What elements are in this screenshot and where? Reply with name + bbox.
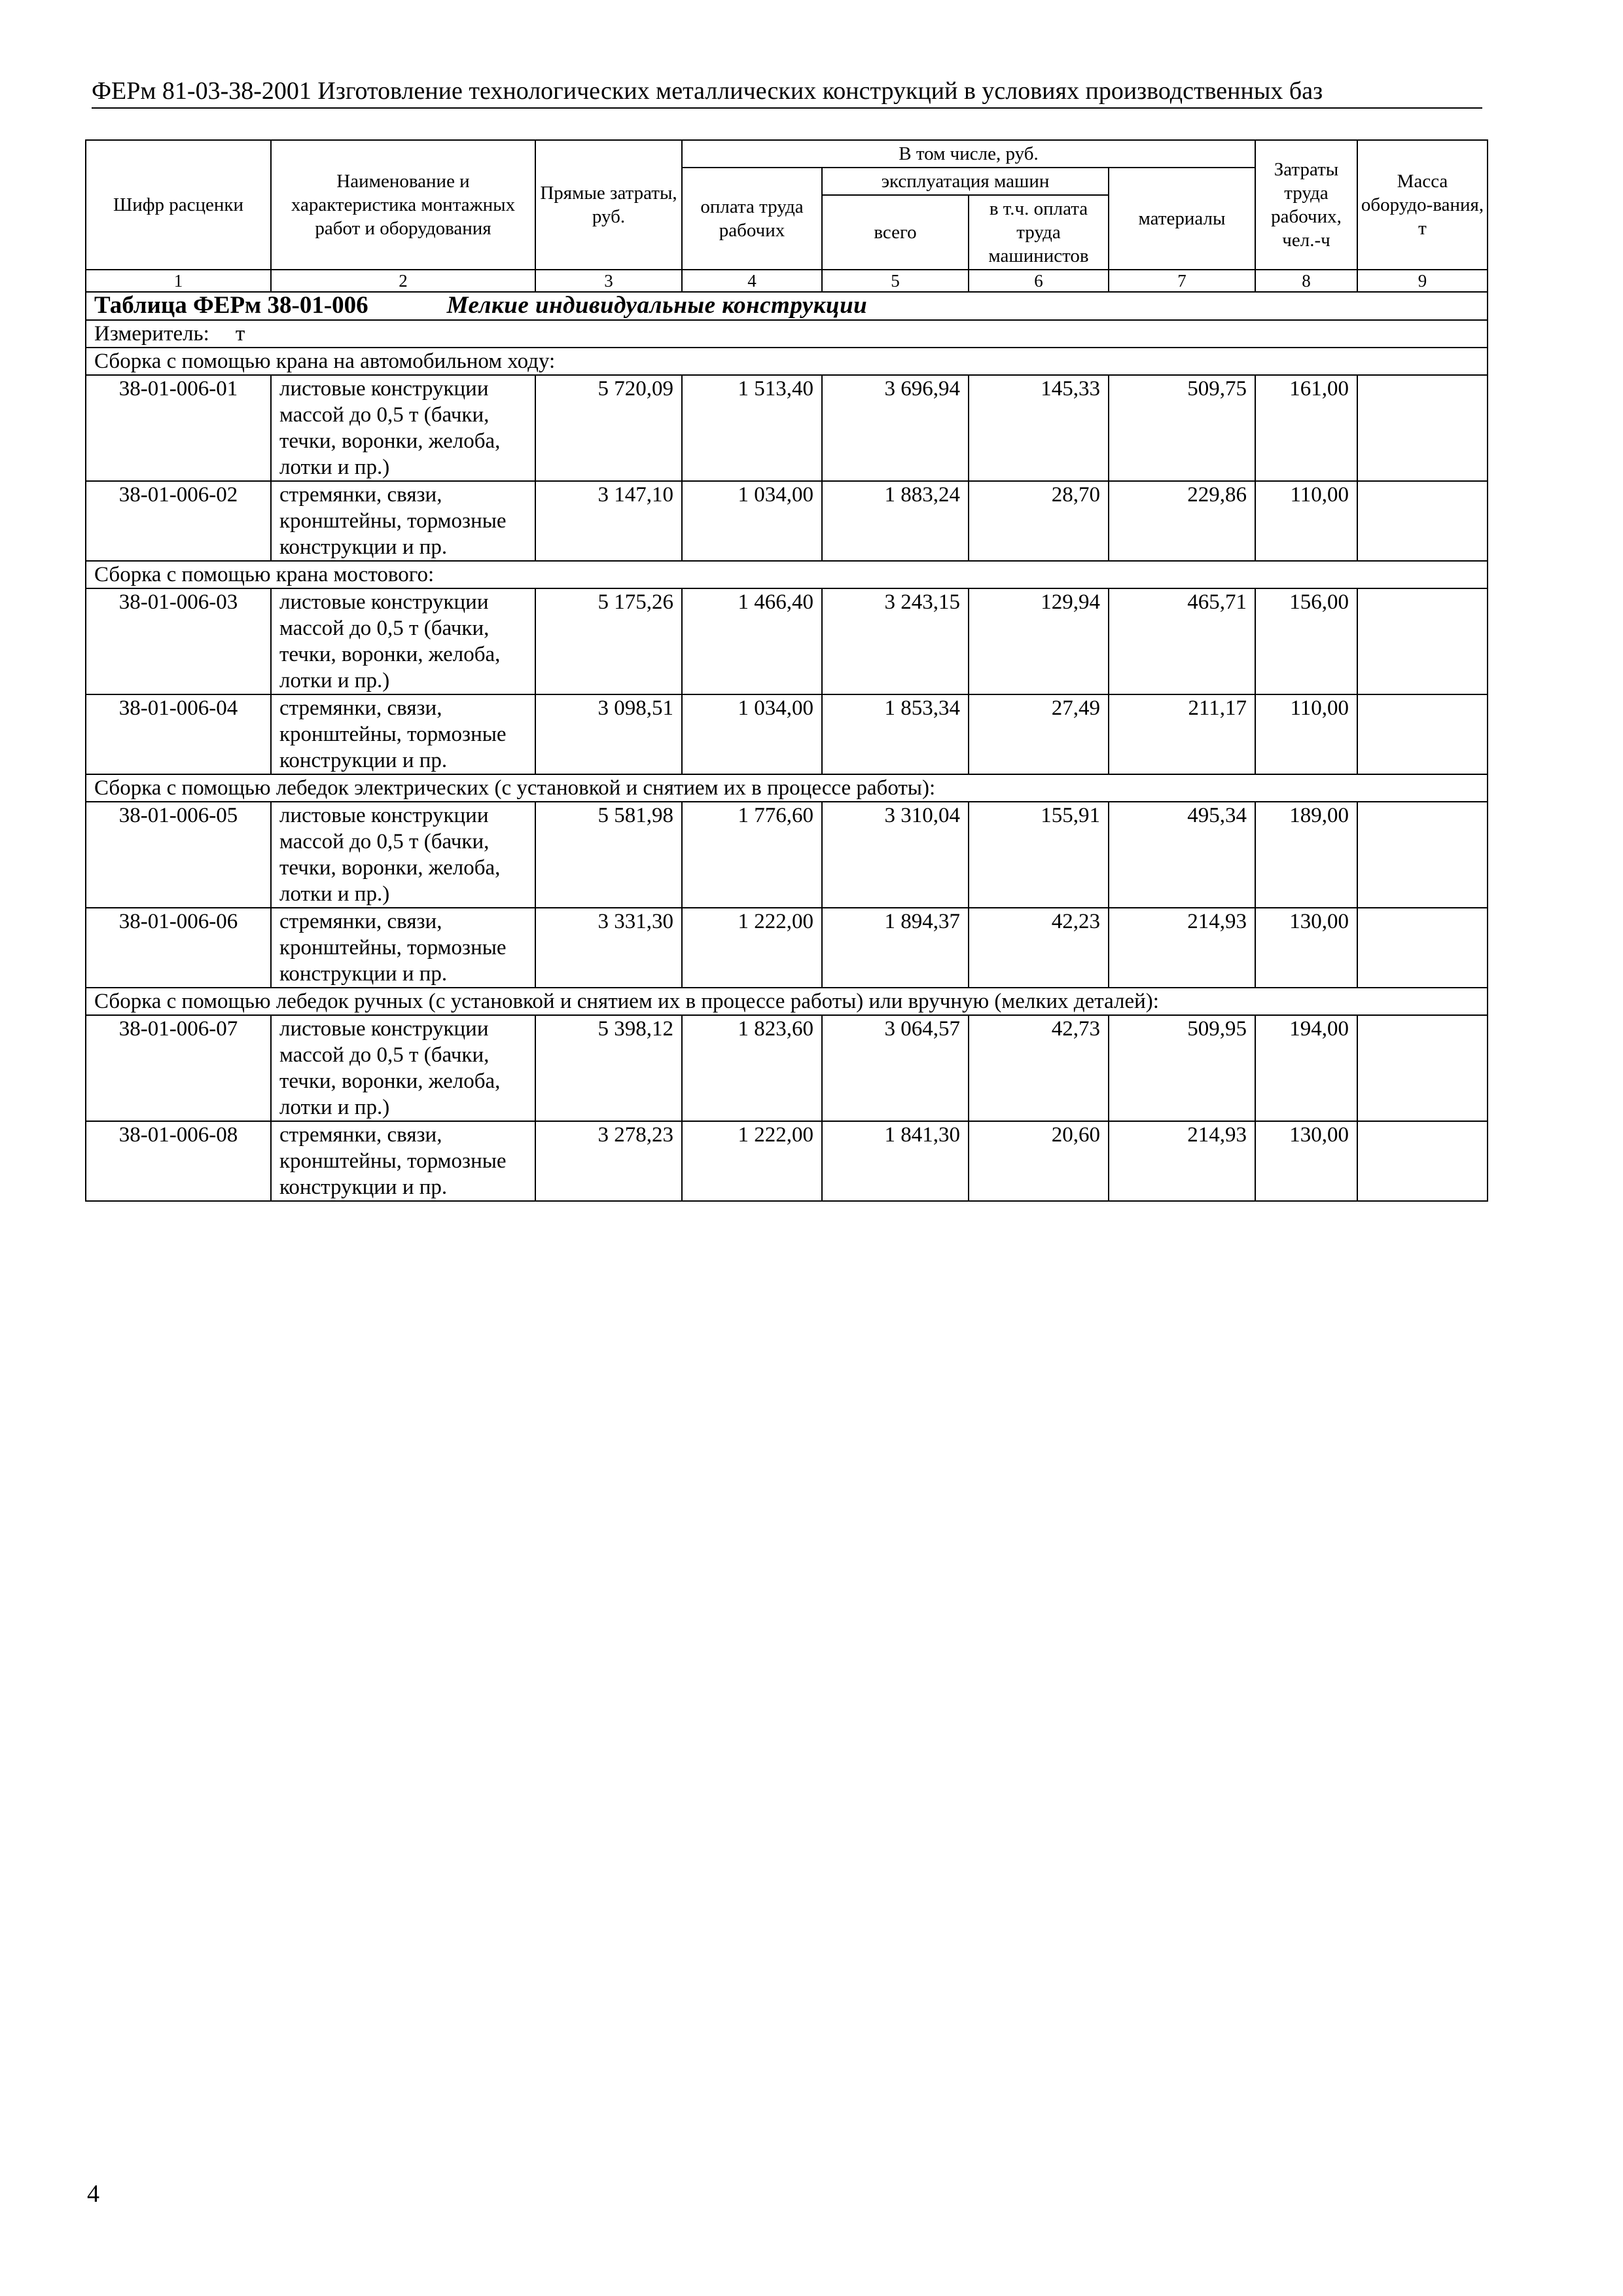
col-header-equipment-mass: Масса оборудо-вания, т bbox=[1357, 140, 1488, 270]
table-row bbox=[86, 802, 1488, 908]
column-number: 8 bbox=[1255, 270, 1357, 292]
materials-cost: 214,93 bbox=[1109, 1121, 1255, 1201]
measure-unit: т bbox=[235, 322, 245, 346]
materials-cost: 495,34 bbox=[1109, 802, 1255, 908]
table-row bbox=[86, 588, 1488, 694]
page-number: 4 bbox=[87, 2180, 99, 2208]
direct-cost: 3 098,51 bbox=[535, 694, 682, 774]
column-number: 7 bbox=[1109, 270, 1255, 292]
labor-hours: 110,00 bbox=[1255, 481, 1357, 561]
labor-cost: 1 823,60 bbox=[682, 1015, 822, 1121]
labor-hours: 189,00 bbox=[1255, 802, 1357, 908]
labor-cost: 1 466,40 bbox=[682, 588, 822, 694]
machines-labor-cost: 28,70 bbox=[969, 481, 1109, 561]
direct-cost: 3 331,30 bbox=[535, 908, 682, 988]
equipment-mass bbox=[1357, 588, 1488, 694]
section-header-row bbox=[86, 348, 1488, 375]
section-header-row bbox=[86, 774, 1488, 802]
direct-cost: 3 278,23 bbox=[535, 1121, 682, 1201]
measure-label: Измеритель: bbox=[94, 322, 209, 346]
col-header-machines-labor: в т.ч. оплата труда машинистов bbox=[969, 195, 1109, 270]
table-body bbox=[86, 292, 1488, 1201]
col-header-machines-group: эксплуатация машин bbox=[822, 168, 1109, 195]
work-name: листовые конструкции массой до 0,5 т (бачки, течки, воронки, желоба, лотки и пр.) bbox=[271, 375, 535, 481]
machines-labor-cost: 129,94 bbox=[969, 588, 1109, 694]
column-number: 2 bbox=[271, 270, 535, 292]
section-title: Сборка с помощью лебедок ручных (с установкой и снятием их в процессе работы) или вручную (мелких деталей): bbox=[86, 988, 1488, 1015]
equipment-mass bbox=[1357, 481, 1488, 561]
machines-cost: 3 696,94 bbox=[822, 375, 969, 481]
rates-table bbox=[85, 139, 1488, 1202]
equipment-mass bbox=[1357, 375, 1488, 481]
materials-cost: 509,75 bbox=[1109, 375, 1255, 481]
materials-cost: 229,86 bbox=[1109, 481, 1255, 561]
table-code: Таблица ФЕРм 38-01-006 bbox=[94, 292, 368, 319]
column-number: 6 bbox=[969, 270, 1109, 292]
table-row bbox=[86, 1015, 1488, 1121]
machines-cost: 3 310,04 bbox=[822, 802, 969, 908]
table-title: Мелкие индивидуальные конструкции bbox=[446, 292, 868, 319]
labor-cost: 1 222,00 bbox=[682, 1121, 822, 1201]
rate-code: 38-01-006-08 bbox=[86, 1121, 271, 1201]
direct-cost: 5 581,98 bbox=[535, 802, 682, 908]
labor-hours: 156,00 bbox=[1255, 588, 1357, 694]
table-row bbox=[86, 375, 1488, 481]
machines-labor-cost: 155,91 bbox=[969, 802, 1109, 908]
table-row bbox=[86, 908, 1488, 988]
rate-code: 38-01-006-01 bbox=[86, 375, 271, 481]
work-name: стремянки, связи, кронштейны, тормозные конструкции и пр. bbox=[271, 694, 535, 774]
column-number: 4 bbox=[682, 270, 822, 292]
machines-labor-cost: 145,33 bbox=[969, 375, 1109, 481]
work-name: листовые конструкции массой до 0,5 т (бачки, течки, воронки, желоба, лотки и пр.) bbox=[271, 802, 535, 908]
table-row bbox=[86, 481, 1488, 561]
column-number: 9 bbox=[1357, 270, 1488, 292]
machines-labor-cost: 42,23 bbox=[969, 908, 1109, 988]
labor-hours: 110,00 bbox=[1255, 694, 1357, 774]
machines-labor-cost: 20,60 bbox=[969, 1121, 1109, 1201]
col-header-labor-hours: Затраты труда рабочих, чел.-ч bbox=[1255, 140, 1357, 270]
measure-row bbox=[86, 320, 1488, 348]
col-header-name: Наименование и характеристика монтажных работ и оборудования bbox=[271, 140, 535, 270]
rate-code: 38-01-006-07 bbox=[86, 1015, 271, 1121]
direct-cost: 5 175,26 bbox=[535, 588, 682, 694]
section-header-row bbox=[86, 561, 1488, 588]
section-title: Сборка с помощью лебедок электрических (с установкой и снятием их в процессе работы): bbox=[86, 774, 1488, 802]
table-row bbox=[86, 694, 1488, 774]
labor-hours: 130,00 bbox=[1255, 1121, 1357, 1201]
direct-cost: 5 398,12 bbox=[535, 1015, 682, 1121]
equipment-mass bbox=[1357, 802, 1488, 908]
materials-cost: 465,71 bbox=[1109, 588, 1255, 694]
table-row bbox=[86, 1121, 1488, 1201]
running-header: ФЕРм 81-03-38-2001 Изготовление технологических металлических конструкций в условиях производственных баз bbox=[92, 76, 1482, 109]
equipment-mass bbox=[1357, 1121, 1488, 1201]
work-name: стремянки, связи, кронштейны, тормозные конструкции и пр. bbox=[271, 1121, 535, 1201]
col-header-labor: оплата труда рабочих bbox=[682, 168, 822, 270]
col-header-machines-total: всего bbox=[822, 195, 969, 270]
equipment-mass bbox=[1357, 908, 1488, 988]
work-name: листовые конструкции массой до 0,5 т (бачки, течки, воронки, желоба, лотки и пр.) bbox=[271, 1015, 535, 1121]
column-numbers-row bbox=[86, 270, 1488, 292]
machines-cost: 1 841,30 bbox=[822, 1121, 969, 1201]
labor-cost: 1 513,40 bbox=[682, 375, 822, 481]
labor-cost: 1 222,00 bbox=[682, 908, 822, 988]
col-header-incl-group: В том числе, руб. bbox=[682, 140, 1255, 168]
labor-cost: 1 034,00 bbox=[682, 694, 822, 774]
work-name: стремянки, связи, кронштейны, тормозные конструкции и пр. bbox=[271, 481, 535, 561]
column-number: 3 bbox=[535, 270, 682, 292]
machines-cost: 1 894,37 bbox=[822, 908, 969, 988]
col-header-code: Шифр расценки bbox=[86, 140, 271, 270]
machines-labor-cost: 42,73 bbox=[969, 1015, 1109, 1121]
materials-cost: 214,93 bbox=[1109, 908, 1255, 988]
rate-code: 38-01-006-02 bbox=[86, 481, 271, 561]
machines-cost: 3 243,15 bbox=[822, 588, 969, 694]
section-title: Сборка с помощью крана на автомобильном ходу: bbox=[86, 348, 1488, 375]
rate-code: 38-01-006-03 bbox=[86, 588, 271, 694]
direct-cost: 3 147,10 bbox=[535, 481, 682, 561]
equipment-mass bbox=[1357, 1015, 1488, 1121]
materials-cost: 509,95 bbox=[1109, 1015, 1255, 1121]
rate-code: 38-01-006-05 bbox=[86, 802, 271, 908]
work-name: листовые конструкции массой до 0,5 т (бачки, течки, воронки, желоба, лотки и пр.) bbox=[271, 588, 535, 694]
column-number: 5 bbox=[822, 270, 969, 292]
table-title-row bbox=[86, 292, 1488, 320]
labor-hours: 161,00 bbox=[1255, 375, 1357, 481]
machines-cost: 1 853,34 bbox=[822, 694, 969, 774]
direct-cost: 5 720,09 bbox=[535, 375, 682, 481]
work-name: стремянки, связи, кронштейны, тормозные конструкции и пр. bbox=[271, 908, 535, 988]
col-header-materials: материалы bbox=[1109, 168, 1255, 270]
labor-cost: 1 034,00 bbox=[682, 481, 822, 561]
table-header bbox=[86, 140, 1488, 292]
section-header-row bbox=[86, 988, 1488, 1015]
machines-cost: 3 064,57 bbox=[822, 1015, 969, 1121]
equipment-mass bbox=[1357, 694, 1488, 774]
column-number: 1 bbox=[86, 270, 271, 292]
machines-labor-cost: 27,49 bbox=[969, 694, 1109, 774]
materials-cost: 211,17 bbox=[1109, 694, 1255, 774]
section-title: Сборка с помощью крана мостового: bbox=[86, 561, 1488, 588]
labor-cost: 1 776,60 bbox=[682, 802, 822, 908]
machines-cost: 1 883,24 bbox=[822, 481, 969, 561]
col-header-direct: Прямые затраты, руб. bbox=[535, 140, 682, 270]
rate-code: 38-01-006-04 bbox=[86, 694, 271, 774]
rate-code: 38-01-006-06 bbox=[86, 908, 271, 988]
labor-hours: 130,00 bbox=[1255, 908, 1357, 988]
labor-hours: 194,00 bbox=[1255, 1015, 1357, 1121]
